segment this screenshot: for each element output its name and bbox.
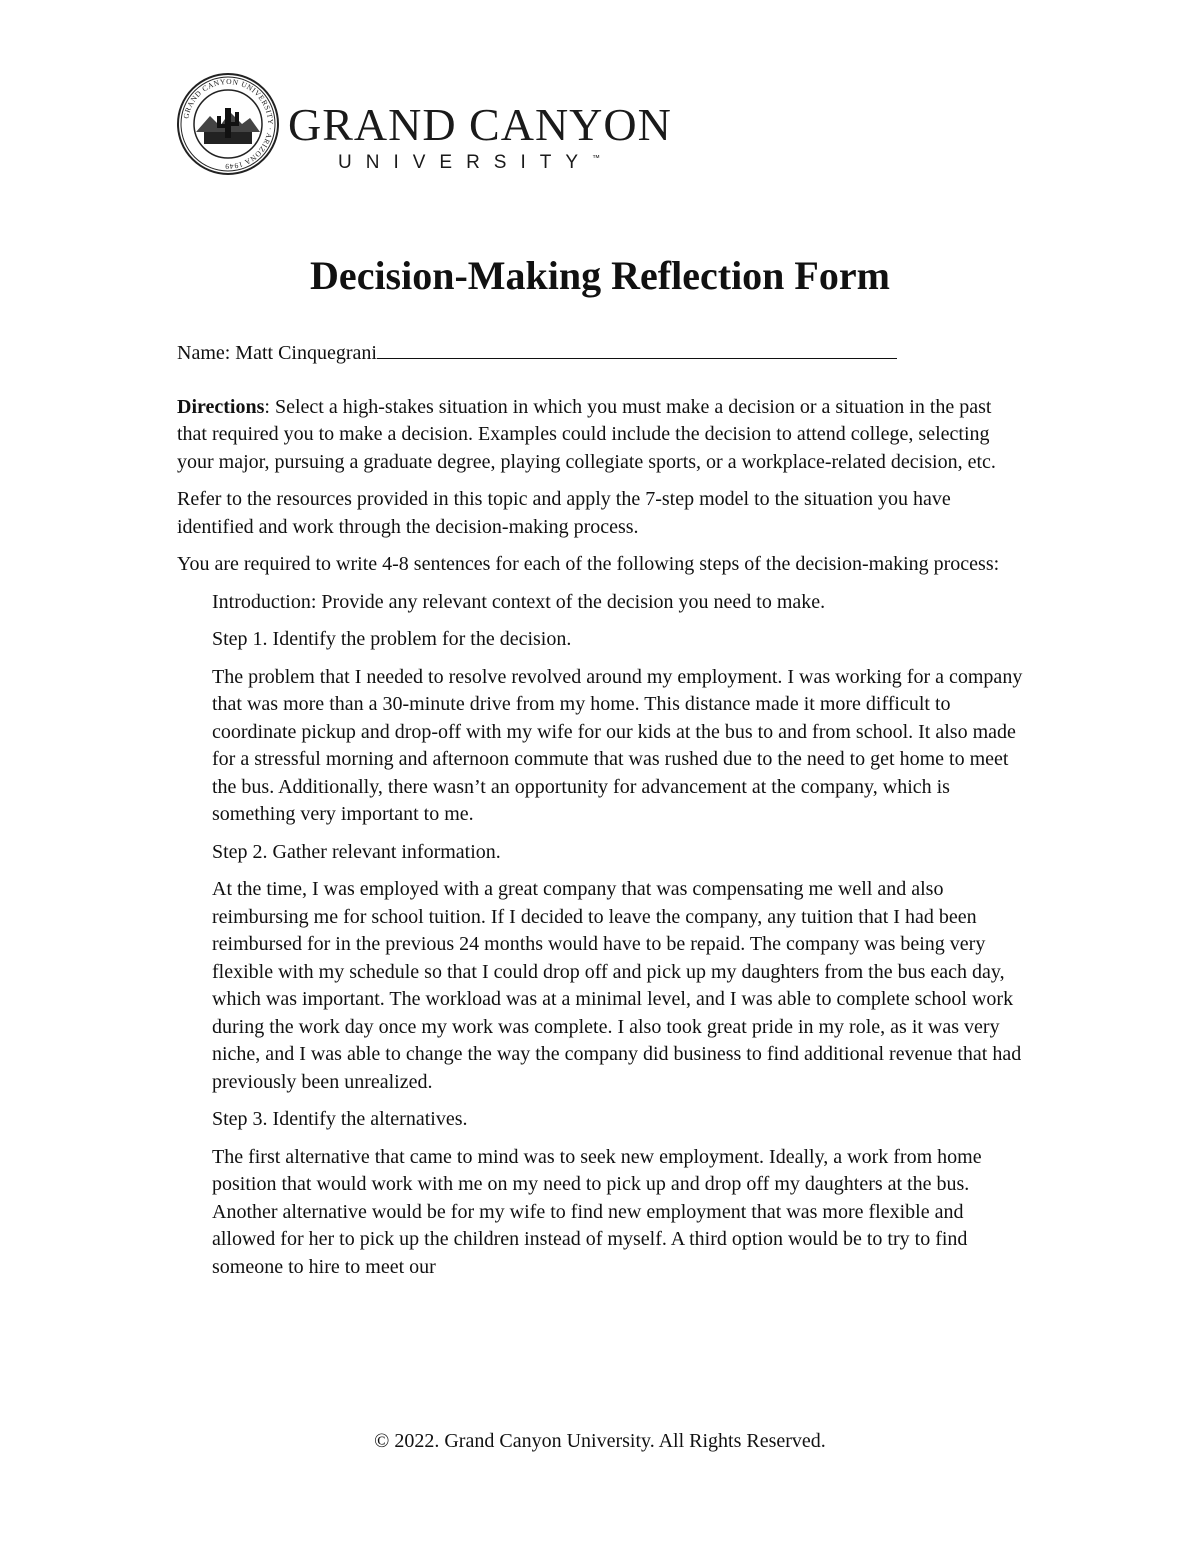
university-logo <box>176 72 672 182</box>
university-wordmark <box>288 99 672 174</box>
wordmark-sub: UNIVERSITY <box>338 152 593 173</box>
document-body <box>177 340 1027 1291</box>
directions-paragraph <box>177 394 1007 477</box>
step1-prompt: Step 1. Identify the problem for the decision. <box>212 628 572 650</box>
step2-answer: At the time, I was employed with a great company that was compensating me well and also reimbursing me for school tuition. If I decided to leave the company, any tuition that I had been reimbursed for in the previous 24 months would have to be repaid. The company was being very flexible with my schedule so that I could drop off and pick up my daughters from the bus each day, which was important. The workload was at a minimal level, and I was able to complete school work during the work day once my work was complete. I also took great pride in my role, as it was very niche, and I was able to change the way the company did business to find additional revenue that had previously been unrealized. <box>212 878 1022 1093</box>
step2-prompt: Step 2. Gather relevant information. <box>212 840 501 863</box>
trademark-symbol: ™ <box>592 153 601 163</box>
step1-answer: The problem that I needed to resolve revolved around my employment. I was working for a company that was more than a 30-minute drive from my home. This distance made it more difficult to coordinate pickup and drop-off with my wife for our kids at the bus to and from school. It also made for a stressful morning and afternoon commute that was rushed due to the need to get home to meet the bus. Additionally, there wasn’t an opportunity for advancement at the company, which is something very important to me. <box>212 665 1023 825</box>
name-underline <box>377 340 897 359</box>
refer-paragraph: Refer to the resources provided in this topic and apply the 7-step model to the situation you have identified and work through the decision-making process. <box>177 488 951 538</box>
step3-prompt: Step 3. Identify the alternatives. <box>212 1108 468 1130</box>
name-label: Name: Matt Cinquegrani <box>177 342 377 364</box>
copyright-footer: © 2022. Grand Canyon University. All Rights Reserved. <box>374 1430 826 1452</box>
directions-text: : Select a high-stakes situation in which you must make a decision or a situation in the past that required you to make a decision. Examples could include the decision to attend college, selecting your major, pursuing a graduate degree, playing collegiate sports, or a workplace-related decision, etc. <box>177 395 996 473</box>
steps-section <box>212 589 1027 1282</box>
wordmark-main: GRAND CANYON <box>288 99 672 150</box>
document-title: Decision-Making Reflection Form <box>310 253 890 298</box>
required-paragraph: You are required to write 4-8 sentences for each of the following steps of the decision-making process: <box>177 553 1000 575</box>
intro-prompt: Introduction: Provide any relevant context of the decision you need to make. <box>212 590 826 613</box>
step3-answer: The first alternative that came to mind was to seek new employment. Ideally, a work from home position that would work with me on my need to pick up and drop off my daughters at the bus. Another alternative would be for my wife to find new employment that was more flexible and allowed for her to pick up the children instead of myself. A third option would be to try to find someone to hire to meet our <box>212 1145 982 1278</box>
name-field <box>177 340 1027 368</box>
university-seal-icon <box>176 72 280 176</box>
directions-label: Directions <box>177 395 265 418</box>
seal-text: GRAND CANYON UNIVERSITY · ARIZONA 1949 <box>181 76 276 172</box>
